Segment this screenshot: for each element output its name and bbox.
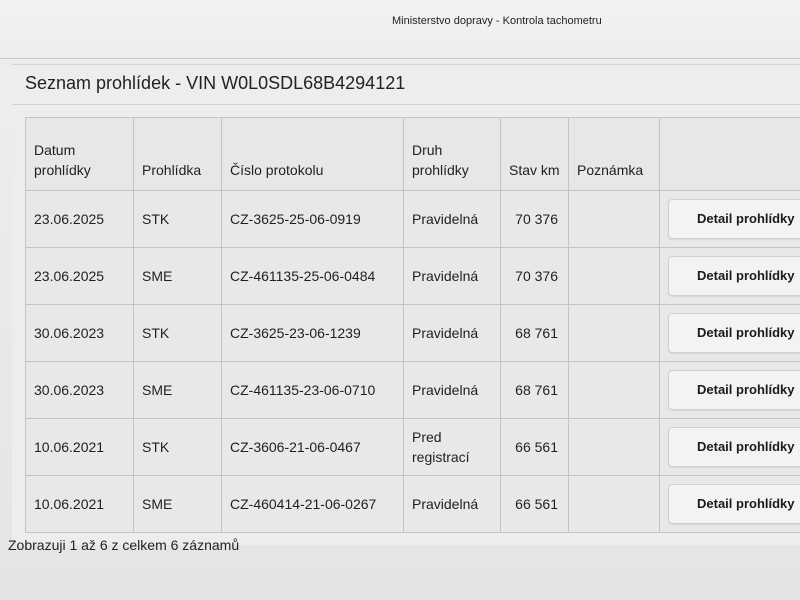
table-row (26, 419, 800, 476)
column-header-mileage[interactable]: Stav km (501, 118, 569, 191)
cell-inspection: STK (134, 419, 222, 476)
banner-divider (0, 58, 800, 59)
detail-inspection-button[interactable]: Detail prohlídky (668, 313, 800, 353)
detail-inspection-button[interactable]: Detail prohlídky (668, 427, 800, 467)
column-header-date[interactable]: Datum prohlídky (26, 118, 134, 191)
detail-inspection-button[interactable]: Detail prohlídky (668, 256, 800, 296)
page-title: Seznam prohlídek - VIN W0L0SDL68B4294121 (25, 73, 406, 93)
cell-protocol: CZ-3625-23-06-1239 (222, 305, 404, 362)
column-header-inspection[interactable]: Prohlídka (134, 118, 222, 191)
cell-inspection: STK (134, 191, 222, 248)
table-info-text: Zobrazuji 1 až 6 z celkem 6 záznamů (8, 537, 240, 553)
cell-protocol: CZ-460414-21-06-0267 (222, 476, 404, 533)
cell-type: Pred registrací (404, 419, 501, 476)
cell-type: Pravidelná (404, 476, 501, 533)
banner-text: Ministerstvo dopravy - Kontrola tachometru (392, 15, 602, 27)
column-header-note[interactable]: Poznámka (569, 118, 660, 191)
cell-inspection: SME (134, 362, 222, 419)
cell-action (660, 248, 800, 305)
cell-date: 23.06.2025 (26, 248, 134, 305)
cell-date: 30.06.2023 (26, 362, 134, 419)
detail-inspection-button[interactable]: Detail prohlídky (668, 484, 800, 524)
cell-protocol: CZ-461135-25-06-0484 (222, 248, 404, 305)
cell-note (569, 248, 660, 305)
title-divider (12, 104, 800, 105)
cell-date: 10.06.2021 (26, 476, 134, 533)
cell-note (569, 419, 660, 476)
cell-action (660, 362, 800, 419)
cell-mileage: 68 761 (501, 362, 569, 419)
cell-inspection: SME (134, 476, 222, 533)
cell-action (660, 191, 800, 248)
cell-type: Pravidelná (404, 362, 501, 419)
cell-date: 10.06.2021 (26, 419, 134, 476)
cell-note (569, 305, 660, 362)
cell-note (569, 476, 660, 533)
cell-action (660, 305, 800, 362)
cell-action (660, 476, 800, 533)
table-row (26, 248, 800, 305)
cell-protocol: CZ-3606-21-06-0467 (222, 419, 404, 476)
column-header-protocol[interactable]: Číslo protokolu (222, 118, 404, 191)
cell-type: Pravidelná (404, 305, 501, 362)
cell-type: Pravidelná (404, 248, 501, 305)
detail-inspection-button[interactable]: Detail prohlídky (668, 199, 800, 239)
top-banner (0, 0, 800, 66)
cell-type: Pravidelná (404, 191, 501, 248)
table-row (26, 305, 800, 362)
cell-mileage: 68 761 (501, 305, 569, 362)
cell-date: 30.06.2023 (26, 305, 134, 362)
cell-note (569, 191, 660, 248)
detail-inspection-button[interactable]: Detail prohlídky (668, 370, 800, 410)
cell-date: 23.06.2025 (26, 191, 134, 248)
cell-mileage: 70 376 (501, 191, 569, 248)
table-row (26, 476, 800, 533)
cell-action (660, 419, 800, 476)
cell-inspection: STK (134, 305, 222, 362)
cell-mileage: 66 561 (501, 419, 569, 476)
cell-protocol: CZ-3625-25-06-0919 (222, 191, 404, 248)
cell-mileage: 70 376 (501, 248, 569, 305)
cell-inspection: SME (134, 248, 222, 305)
cell-note (569, 362, 660, 419)
table-header-row (26, 118, 800, 191)
cell-protocol: CZ-461135-23-06-0710 (222, 362, 404, 419)
column-header-type[interactable]: Druh prohlídky (404, 118, 501, 191)
inspections-table (25, 117, 800, 533)
table-row (26, 362, 800, 419)
column-header-action (660, 118, 800, 191)
cell-mileage: 66 561 (501, 476, 569, 533)
table-row (26, 191, 800, 248)
